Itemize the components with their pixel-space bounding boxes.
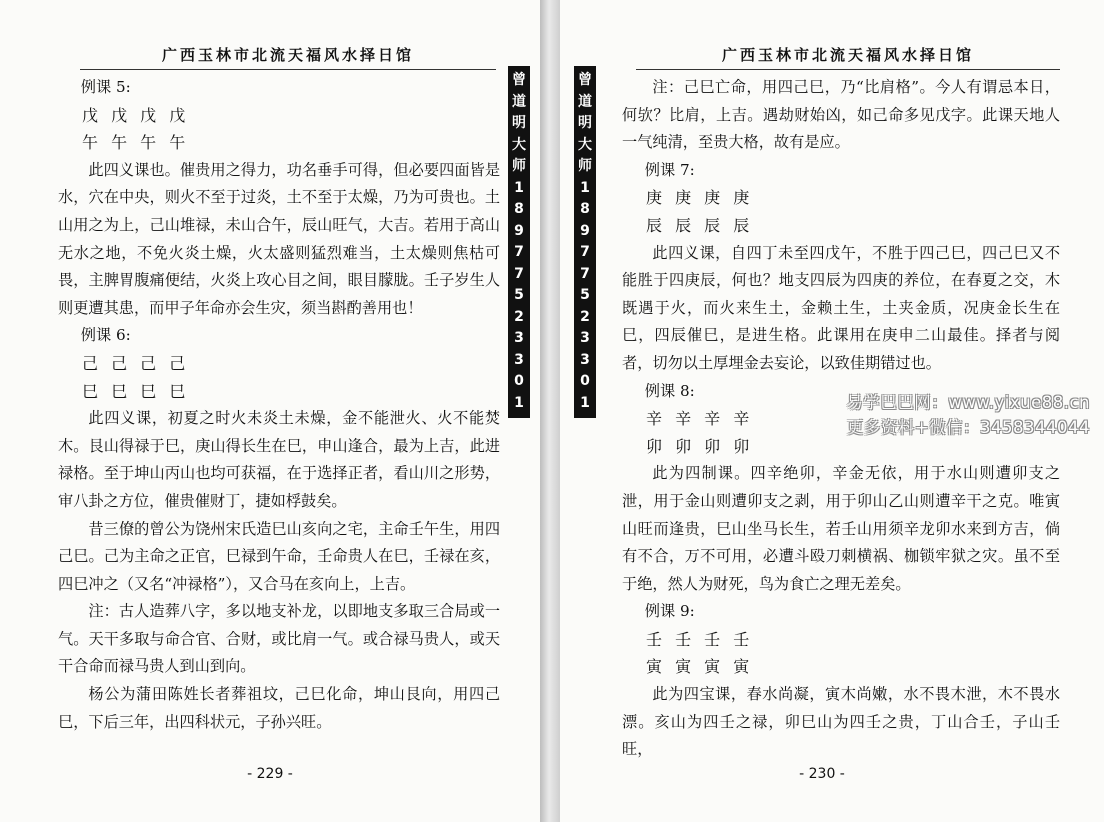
left-book-page [0, 0, 540, 822]
banner-char: 道 [512, 93, 526, 110]
page-header: 广西玉林市北流天福风水择日馆 [636, 44, 1060, 70]
banner-char: 7 [580, 265, 590, 282]
pillar-line: 卯 卯 卯 卯 [646, 436, 754, 456]
banner-char: 2 [580, 308, 590, 325]
banner-char: 1 [514, 179, 524, 196]
page-body-text [58, 74, 500, 736]
pillar-line: 辛 辛 辛 辛 [646, 409, 754, 429]
banner-char: 1 [514, 394, 524, 411]
banner-char: 3 [514, 351, 524, 368]
pillar-line: 戊 戊 戊 戊 [82, 105, 190, 125]
example-label: 例课 5: [80, 78, 131, 96]
body-paragraph: 此四义课，自四丁未至四戊午，不胜于四己巳，四己巳又不能胜于四庚辰，何也？地支四辰为四庚的养位，在春夏之交，木既遇于火，而火来生土，金赖土生，土夹金质，况庚金长生在巳，四辰催巳，是进生格。此课用在庚申二山最佳。择者与阅者，切勿以土厚埋金去妄论，以致佳期错过也。 [622, 243, 1060, 372]
example-label: 例课 9: [644, 602, 695, 621]
banner-char: 1 [580, 394, 590, 411]
banner-char: 师 [578, 158, 592, 174]
banner-char: 1 [580, 179, 590, 196]
pillar-line: 辰 辰 辰 辰 [646, 215, 754, 235]
page-number: - 229 - [247, 766, 293, 782]
body-paragraph: 此为四制课。四辛绝卯，辛金无依，用于水山则遭卯支之泄，用于金山则遭卯支之剥，用于卯山乙山则遭辛干之克。唯寅山旺而逢贵，巳山坐马长生，若壬山用须辛龙卯水来到方吉，倘有不合，万不可用，必遭斗殴刀刺横祸、枷锁牢狱之灾。虽不至于绝，然人为财死，鸟为食亡之理无差矣。 [622, 464, 1060, 593]
contact-side-banner [508, 66, 530, 418]
watermark-site: 易学巴巴网：www.yixue88.cn [846, 393, 1090, 412]
banner-char: 9 [514, 222, 524, 239]
banner-char: 7 [580, 244, 590, 260]
pillar-line: 寅 寅 寅 寅 [646, 657, 754, 677]
example-label: 例课 8: [644, 381, 695, 400]
banner-char: 3 [514, 330, 524, 346]
watermark-contact: 更多资料+微信：3458344044 [846, 418, 1090, 437]
banner-char: 8 [580, 201, 590, 217]
banner-char: 8 [514, 201, 524, 217]
pillar-line: 巳 巳 巳 巳 [82, 381, 190, 401]
body-paragraph: 注：己巳亡命，用四己巳，乃“比肩格”。今人有谓忌本日，何欤？比肩，上吉。遇劫财始凶，如己命多见戊字。此课天地人一气纯清，至贵大格，故有是应。 [622, 78, 1060, 152]
pillar-line: 己 己 己 己 [82, 353, 190, 373]
banner-char: 3 [580, 330, 590, 346]
banner-char: 2 [514, 308, 524, 325]
banner-char: 7 [514, 265, 524, 282]
example-label: 例课 6: [80, 326, 131, 345]
page-number: - 230 - [799, 766, 845, 782]
book-gutter [540, 0, 560, 822]
banner-char: 大 [512, 136, 526, 153]
banner-char: 大 [578, 136, 592, 153]
banner-char: 5 [580, 287, 590, 303]
page-header: 广西玉林市北流天福风水择日馆 [80, 44, 496, 70]
pillar-line: 午 午 午 午 [82, 133, 190, 153]
banner-char: 9 [580, 222, 590, 239]
banner-char: 5 [514, 287, 524, 303]
body-paragraph: 此四义课也。催贵用之得力，功名垂手可得，但必要四面皆是水，穴在中央，则火不至于过炎，土不至于太燥，乃为可贵也。土山用之为上，己山堆禄，未山合午，辰山旺气，大吉。若用于高山无水之地，不免火炎土燥，火太盛则猛烈难当，土太燥则焦枯可畏，主脾胃腹痛便结，火炎上攻心目之间，眼目朦胧。壬子岁生人则更遭其患，而甲子年命亦会生灾，须当斟酌善用也！ [58, 160, 500, 317]
banner-char: 3 [580, 351, 590, 368]
banner-char: 明 [578, 115, 592, 131]
banner-char: 师 [512, 158, 526, 174]
banner-char: 曾 [578, 72, 592, 88]
body-paragraph: 此四义课，初夏之时火未炎土未燥，金不能泄火、火不能焚木。艮山得禄于巳，庚山得长生在巳，申山逢合，最为上吉，此进禄格。至于坤山丙山也均可获福，在于选择正者，看山川之形势，审八卦之方位，催贵催财丁，捷如桴鼓矣。 [58, 409, 500, 510]
banner-char: 道 [578, 93, 592, 110]
body-paragraph: 昔三僚的曾公为饶州宋氏造巳山亥向之宅，主命壬午生，用四己巳。己为主命之正官，巳禄到午命，壬命贵人在巳，壬禄在亥，四巳冲之（又名“冲禄格”），又合马在亥向上，上吉。 [58, 519, 500, 593]
body-paragraph: 此为四宝课，春水尚凝，寅木尚嫩，水不畏木泄，木不畏水漂。亥山为四壬之禄，卯巳山为四壬之贵，丁山合壬，子山壬旺， [622, 685, 1060, 759]
banner-char: 0 [514, 373, 524, 389]
banner-char: 明 [512, 115, 526, 131]
pillar-line: 庚 庚 庚 庚 [646, 188, 754, 208]
banner-char: 0 [580, 373, 590, 389]
example-label: 例课 7: [644, 160, 695, 179]
banner-char: 7 [514, 244, 524, 260]
banner-char: 曾 [512, 72, 526, 88]
pillar-line: 壬 壬 壬 壬 [646, 629, 754, 649]
body-paragraph: 杨公为蒲田陈姓长者葬祖坟，己巳化命，坤山艮向，用四己巳，下后三年，出四科状元，子孙兴旺。 [58, 685, 500, 731]
contact-side-banner [574, 66, 596, 418]
body-paragraph: 注：古人造葬八字，多以地支补龙，以即地支多取三合局或一气。天干多取与命合官、合财，或比肩一气。或合禄马贵人，或天干合命而禄马贵人到山到向。 [58, 602, 500, 676]
